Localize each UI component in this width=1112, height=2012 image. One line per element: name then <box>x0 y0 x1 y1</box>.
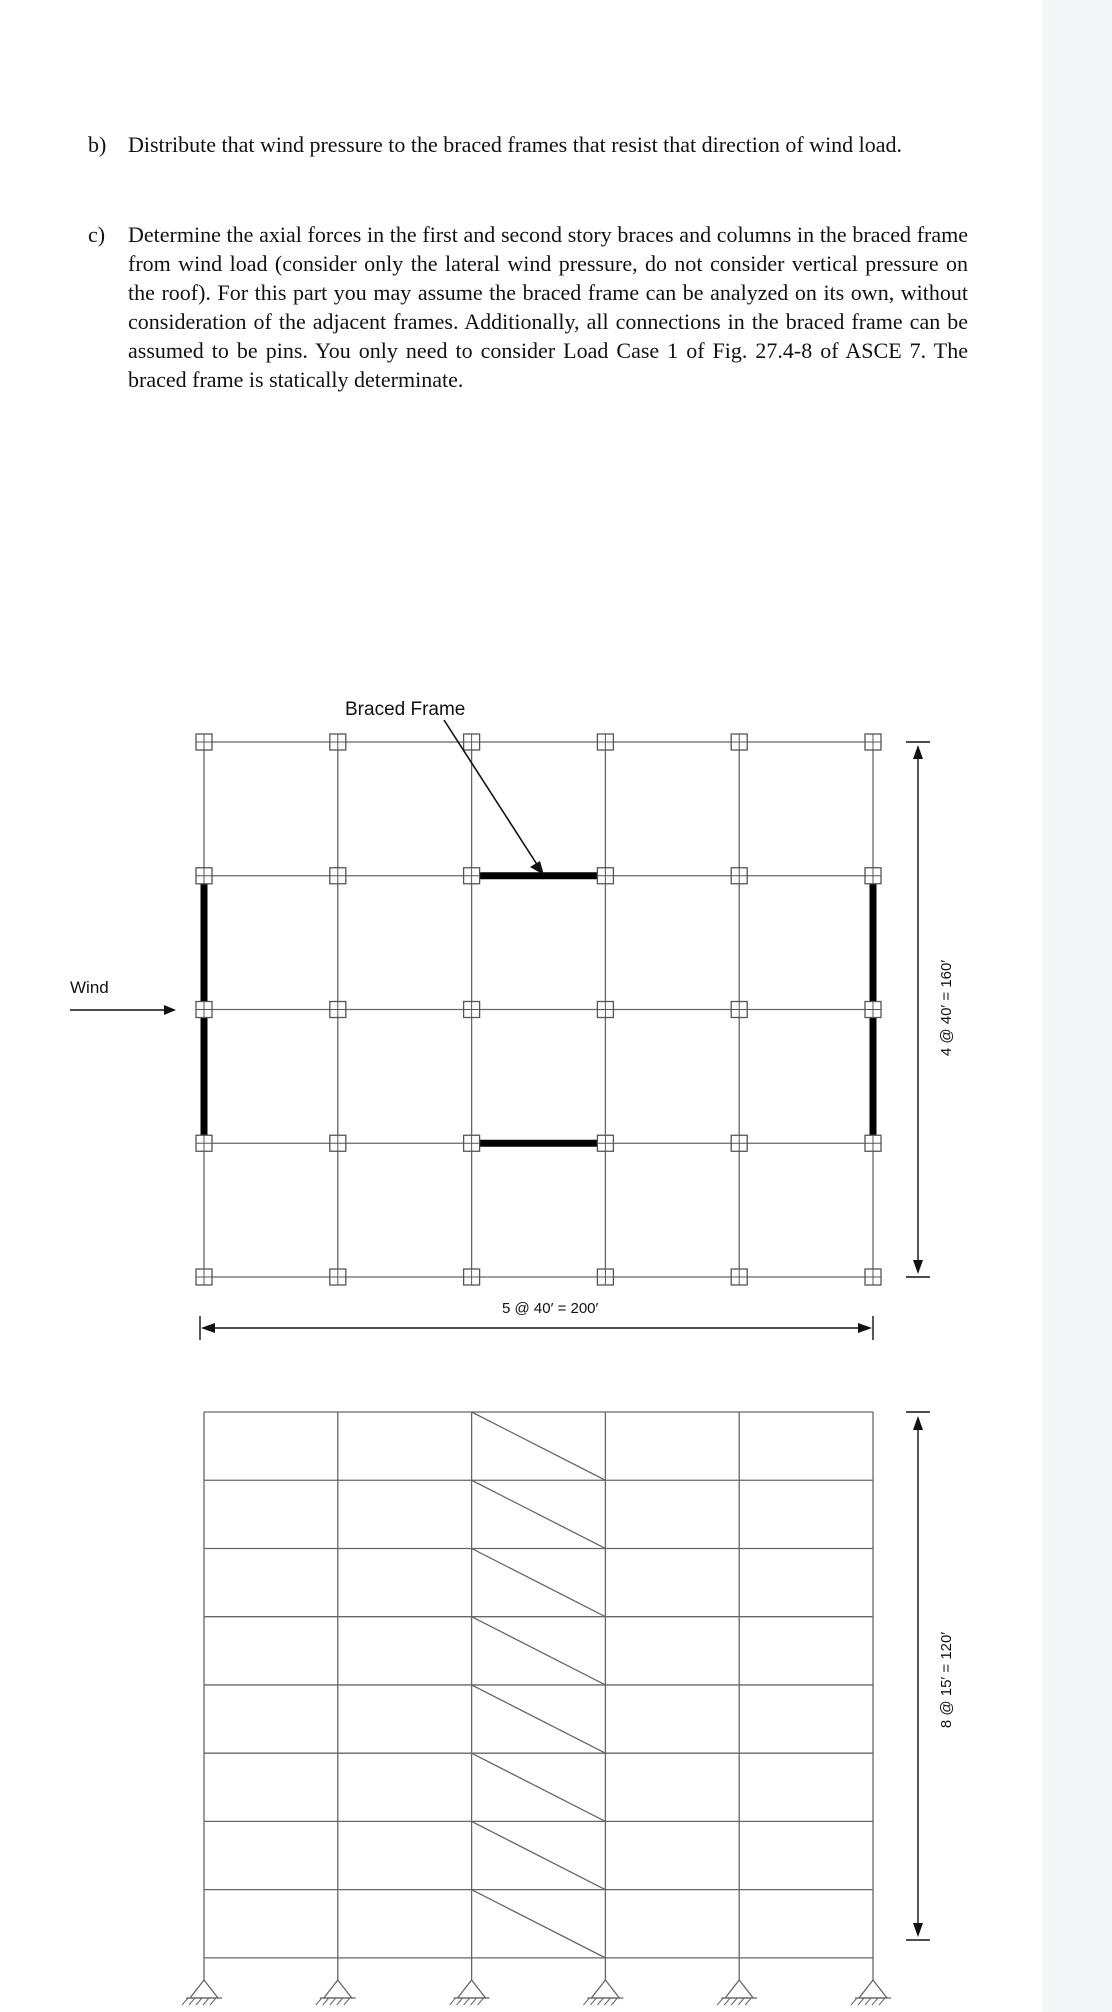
side-panel <box>1042 0 1112 2012</box>
plan-column-node <box>597 734 613 750</box>
plan-column-node <box>330 1002 346 1018</box>
plan-column-node <box>597 1002 613 1018</box>
plan-column-node <box>464 1002 480 1018</box>
braced-frame-label: Braced Frame <box>345 699 466 720</box>
elevation-brace <box>472 1753 606 1821</box>
plan-column-node <box>597 868 613 884</box>
question-b <box>88 130 968 159</box>
elevation-figure <box>0 1400 1040 2012</box>
pin-support <box>316 1980 356 2005</box>
elevation-pin-supports <box>182 1980 891 2005</box>
elevation-brace <box>472 1890 606 1958</box>
elevation-dimension-label: 8 @ 15′ = 120′ <box>938 1631 955 1729</box>
plan-column-node <box>731 868 747 884</box>
question-b-text: Distribute that wind pressure to the braced frames that resist that direction of wind load. <box>128 132 903 157</box>
plan-column-node <box>330 1135 346 1151</box>
plan-column-node <box>330 868 346 884</box>
question-c-letter: c) <box>88 222 106 247</box>
plan-column-node <box>731 1269 747 1285</box>
plan-column-node <box>731 1002 747 1018</box>
plan-column-node <box>196 1135 212 1151</box>
vertical-dimension-label: 4 @ 40′ = 160′ <box>938 959 955 1057</box>
plan-column-node <box>464 734 480 750</box>
plan-column-node <box>865 1135 881 1151</box>
plan-column-node <box>865 1269 881 1285</box>
elevation-brace <box>472 1412 606 1480</box>
pin-support <box>717 1980 757 2005</box>
elevation-brace <box>472 1548 606 1616</box>
question-c-text: Determine the axial forces in the first and second story braces and columns in the braced frame from wind load (consider only the lateral wind pressure, do not consider vertical pressure on the roof). For this part you may assume the braced frame can be analyzed on its own, without consideration of the adjacent frames. Additionally, all connections in the braced frame can be assumed to be pins. You only need to consider Load Case 1 of Fig. 27.4-8 of ASCE 7. The braced frame is statically determinate. <box>128 222 968 392</box>
wind-label: Wind <box>70 978 109 997</box>
elevation-dimension-arrow-bottom <box>913 1923 923 1937</box>
plan-column-node <box>597 1135 613 1151</box>
plan-column-node <box>330 1269 346 1285</box>
plan-column-node <box>196 734 212 750</box>
pin-support <box>583 1980 623 2005</box>
elevation-grid <box>204 1412 873 1992</box>
pin-support <box>851 1980 891 2005</box>
plan-column-node <box>865 868 881 884</box>
question-c <box>88 220 968 394</box>
plan-column-node <box>597 1269 613 1285</box>
vertical-dimension-arrow-top <box>913 745 923 759</box>
pin-support <box>450 1980 490 2005</box>
plan-column-node <box>865 1002 881 1018</box>
plan-column-node <box>464 868 480 884</box>
plan-column-node <box>731 734 747 750</box>
wind-arrowhead <box>164 1005 176 1015</box>
plan-column-node <box>464 1135 480 1151</box>
elevation-brace <box>472 1480 606 1548</box>
plan-column-node <box>464 1269 480 1285</box>
plan-column-node <box>196 1002 212 1018</box>
question-b-letter: b) <box>88 132 107 157</box>
vertical-dimension-arrow-bottom <box>913 1260 923 1274</box>
horizontal-dimension-arrow-right <box>858 1323 872 1333</box>
horizontal-dimension-arrow-left <box>201 1323 215 1333</box>
faded-region-1 <box>75 446 975 474</box>
elevation-brace <box>472 1617 606 1685</box>
plan-column-node <box>330 734 346 750</box>
plan-grid <box>204 742 873 1277</box>
plan-column-node <box>865 734 881 750</box>
plan-column-node <box>196 868 212 884</box>
elevation-brace <box>472 1685 606 1753</box>
plan-column-node <box>196 1269 212 1285</box>
elevation-brace <box>472 1821 606 1889</box>
plan-figure <box>0 680 1040 1340</box>
plan-column-node <box>731 1135 747 1151</box>
pin-support <box>182 1980 222 2005</box>
elevation-dimension-arrow-top <box>913 1416 923 1430</box>
horizontal-dimension-label: 5 @ 40′ = 200′ <box>502 1300 599 1317</box>
